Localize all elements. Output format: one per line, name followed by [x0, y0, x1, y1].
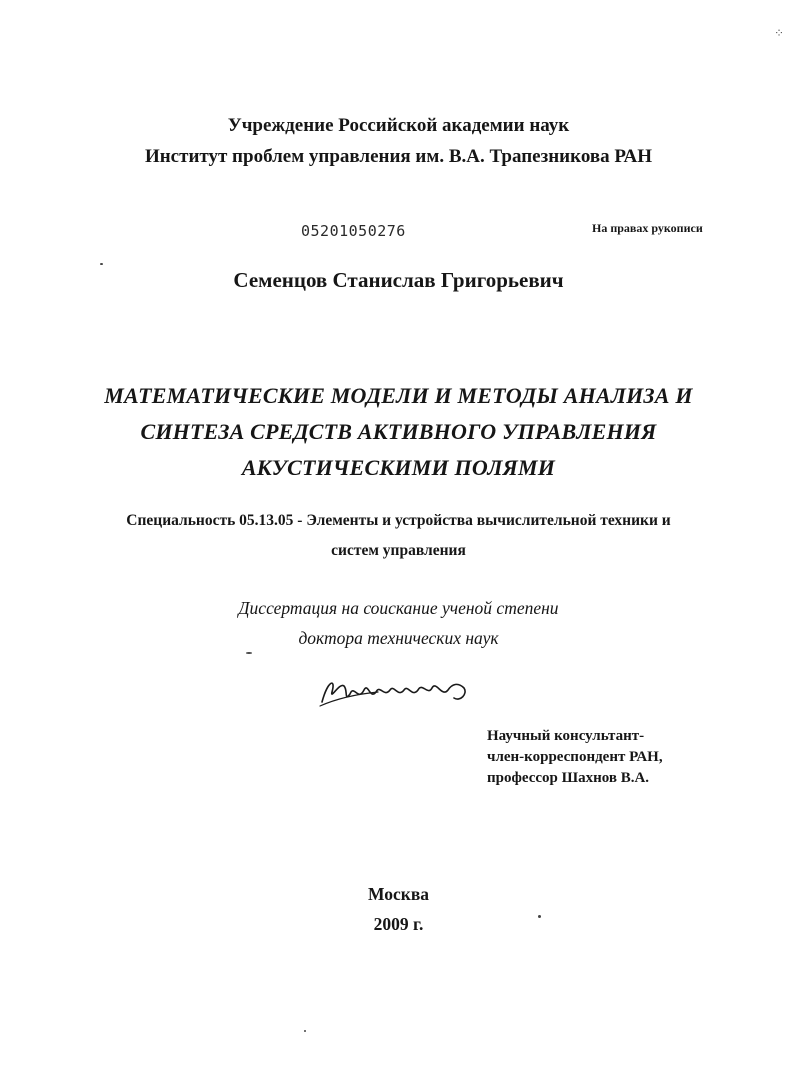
- advisor-line-2: член-корреспондент РАН,: [487, 749, 663, 765]
- signature-icon: [318, 672, 478, 712]
- specialty-line-1: Специальность 05.13.05 - Элементы и устройства вычислительной техники и: [126, 512, 671, 529]
- advisor-line-3: профессор Шахнов В.А.: [487, 770, 650, 786]
- advisor-block: [487, 726, 663, 789]
- specialty-line-2: систем управления: [331, 542, 466, 559]
- city: Москва: [367, 884, 430, 904]
- title-line-3: АКУСТИЧЕСКИМИ ПОЛЯМИ: [241, 455, 556, 480]
- advisor-line-1: Научный консультант-: [487, 728, 645, 744]
- institution-name: Учреждение Российской академии наук: [227, 115, 570, 136]
- catalog-code: 05201050276: [301, 222, 406, 240]
- scan-speck: [538, 915, 541, 918]
- corner-mark-icon: ⁘: [774, 26, 785, 40]
- rights-note: На правах рукописи: [592, 221, 703, 235]
- author-name: Семенцов Станислав Григорьевич: [233, 268, 564, 292]
- institute-name: Институт проблем управления им. В.А. Трапезникова РАН: [144, 146, 653, 167]
- scan-speck: [246, 652, 252, 654]
- scan-speck: [100, 263, 103, 265]
- title-line-2: СИНТЕЗА СРЕДСТВ АКТИВНОГО УПРАВЛЕНИЯ: [140, 419, 657, 444]
- degree-line-1: Диссертация на соискание ученой степени: [238, 598, 559, 618]
- scan-speck: [304, 1030, 306, 1032]
- year: 2009 г.: [373, 914, 424, 934]
- degree-line-2: доктора технических наук: [298, 628, 499, 648]
- title-line-1: МАТЕМАТИЧЕСКИЕ МОДЕЛИ И МЕТОДЫ АНАЛИЗА И: [104, 383, 693, 408]
